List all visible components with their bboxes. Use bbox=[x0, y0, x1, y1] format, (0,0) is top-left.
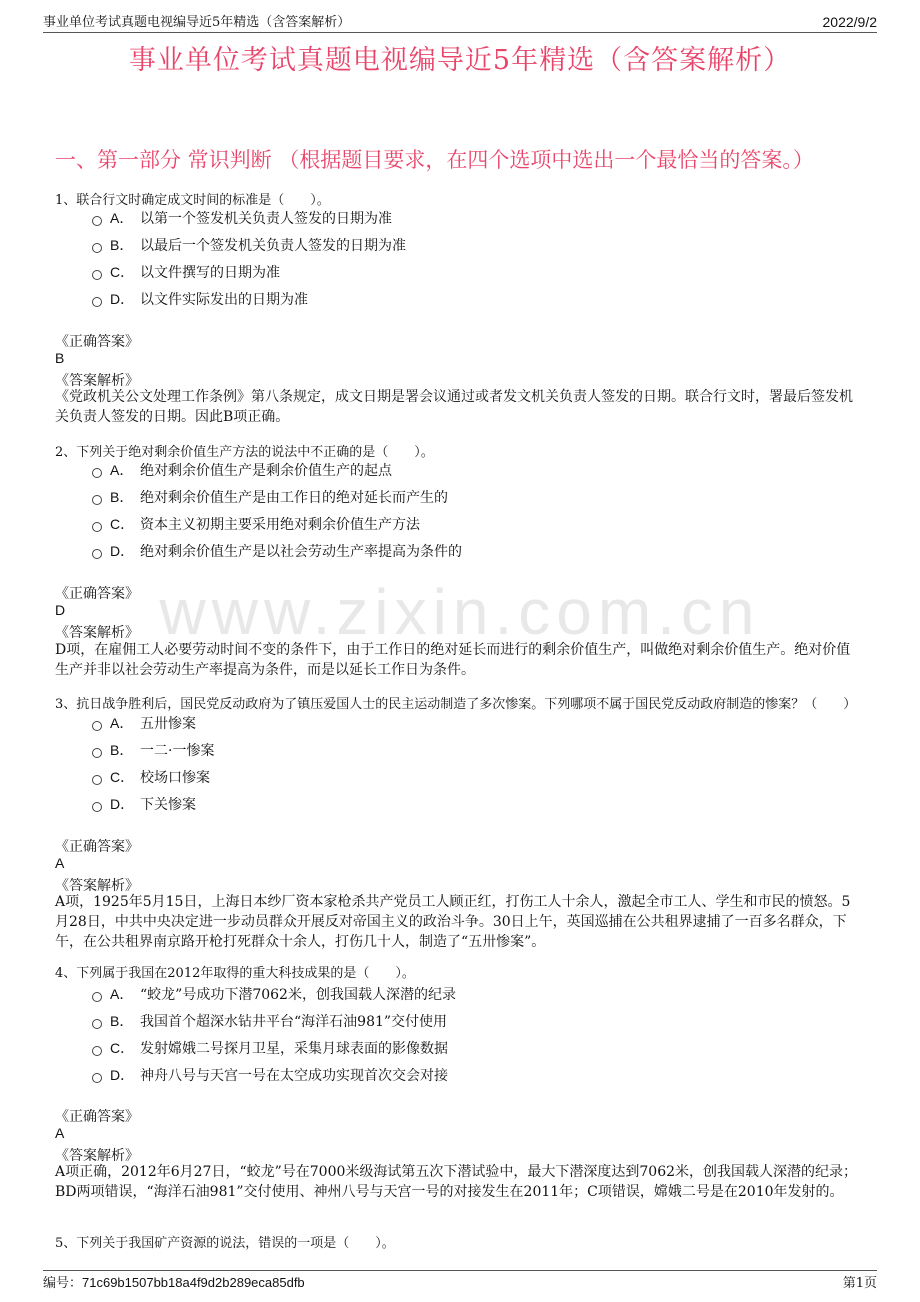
option-a[interactable]: A． 以第一个签发机关负责人签发的日期为准 bbox=[92, 208, 392, 228]
radio-icon[interactable] bbox=[92, 243, 102, 253]
radio-icon[interactable] bbox=[92, 721, 102, 731]
document-code: 编号：71c69b1507bb18a4f9d2b289eca85dfb bbox=[43, 1275, 305, 1290]
answer-label: 《正确答案》 bbox=[55, 1109, 139, 1125]
radio-icon[interactable] bbox=[92, 495, 102, 505]
question-stem: 4、下列属于我国在2012年取得的重大科技成果的是（ ）。 bbox=[55, 966, 415, 981]
explanation: 《党政机关公文处理工作条例》第八条规定，成文日期是署会议通过或者发文机关负责人签发的日期。联合行文时，署最后签发机关负责人签发的日期。因此B项正确。 bbox=[55, 389, 853, 425]
question-stem: 2、下列关于绝对剩余价值生产方法的说法中不正确的是（ ）。 bbox=[55, 445, 434, 460]
watermark: www.zixin.com.cn bbox=[159, 576, 761, 648]
radio-icon[interactable] bbox=[92, 216, 102, 226]
section-title: 一、第一部分 常识判断 （根据题目要求，在四个选项中选出一个最恰当的答案。） bbox=[55, 148, 814, 172]
question-stem: 5、下列关于我国矿产资源的说法，错误的一项是（ ）。 bbox=[55, 1236, 395, 1251]
radio-icon[interactable] bbox=[92, 1019, 102, 1029]
option-a[interactable]: A． 五卅惨案 bbox=[92, 713, 196, 733]
option-b[interactable]: B． 我国首个超深水钻井平台“海洋石油981”交付使用 bbox=[92, 1011, 447, 1031]
correct-answer: A bbox=[55, 855, 65, 871]
header-title: 事业单位考试真题电视编导近5年精选（含答案解析） bbox=[43, 15, 351, 30]
explanation-label: 《答案解析》 bbox=[55, 878, 139, 894]
explanation: D项，在雇佣工人必要劳动时间不变的条件下，由于工作日的绝对延长而进行的剩余价值生产，叫做绝对剩余价值生产。绝对价值生产并非以社会劳动生产率提高为条件，而是以延长工作日为条件。 bbox=[55, 642, 851, 678]
radio-icon[interactable] bbox=[92, 1073, 102, 1083]
explanation-label: 《答案解析》 bbox=[55, 625, 139, 641]
answer-label: 《正确答案》 bbox=[55, 839, 139, 855]
option-b[interactable]: B． 绝对剩余价值生产是由工作日的绝对延长而产生的 bbox=[92, 487, 448, 507]
correct-answer: B bbox=[55, 350, 65, 366]
radio-icon[interactable] bbox=[92, 297, 102, 307]
correct-answer: D bbox=[55, 602, 66, 618]
option-c[interactable]: C． 资本主义初期主要采用绝对剩余价值生产方法 bbox=[92, 514, 420, 534]
page-footer bbox=[43, 1270, 877, 1291]
header-rule bbox=[43, 32, 877, 33]
answer-label: 《正确答案》 bbox=[55, 334, 139, 350]
radio-icon[interactable] bbox=[92, 748, 102, 758]
option-d[interactable]: D． 神舟八号与天宫一号在太空成功实现首次交会对接 bbox=[92, 1065, 448, 1085]
radio-icon[interactable] bbox=[92, 270, 102, 280]
radio-icon[interactable] bbox=[92, 549, 102, 559]
question-stem: 1、联合行文时确定成文时间的标准是（ ）。 bbox=[55, 193, 330, 208]
option-c[interactable]: C． 以文件撰写的日期为准 bbox=[92, 262, 280, 282]
option-b[interactable]: B． 一二·一惨案 bbox=[92, 740, 214, 760]
option-a[interactable]: A． “蛟龙”号成功下潜7062米，创我国载人深潜的纪录 bbox=[92, 984, 456, 1004]
correct-answer: A bbox=[55, 1125, 65, 1141]
explanation: A项，1925年5月15日，上海日本纱厂资本家枪杀共产党员工人顾正红，打伤工人十余人，激起全市工人、学生和市民的愤怒。5月28日，中共中央决定进一步动员群众开展反对帝国主义的政治斗争。30日上午，英国巡捕在公共租界逮捕了一百多名群众，下午，在公共租界南京路开枪打死群众十余人，打伤几十人，制造了“五卅惨案”。 bbox=[55, 894, 851, 950]
radio-icon[interactable] bbox=[92, 468, 102, 478]
option-c[interactable]: C． 发射嫦娥二号探月卫星，采集月球表面的影像数据 bbox=[92, 1038, 448, 1058]
question-stem: 3、抗日战争胜利后，国民党反动政府为了镇压爱国人士的民主运动制造了多次惨案。下列哪项不属于国民党反动政府制造的惨案？（ ） bbox=[55, 697, 857, 712]
radio-icon[interactable] bbox=[92, 522, 102, 532]
radio-icon[interactable] bbox=[92, 775, 102, 785]
option-d[interactable]: D． 下关惨案 bbox=[92, 794, 196, 814]
option-b[interactable]: B． 以最后一个签发机关负责人签发的日期为准 bbox=[92, 235, 406, 255]
page-header bbox=[43, 10, 877, 30]
radio-icon[interactable] bbox=[92, 1046, 102, 1056]
option-d[interactable]: D． 以文件实际发出的日期为准 bbox=[92, 289, 308, 309]
radio-icon[interactable] bbox=[92, 992, 102, 1002]
option-d[interactable]: D． 绝对剩余价值生产是以社会劳动生产率提高为条件的 bbox=[92, 541, 462, 561]
radio-icon[interactable] bbox=[92, 802, 102, 812]
option-c[interactable]: C． 校场口惨案 bbox=[92, 767, 210, 787]
answer-label: 《正确答案》 bbox=[55, 586, 139, 602]
explanation-label: 《答案解析》 bbox=[55, 1148, 139, 1164]
page-number: 第1页 bbox=[842, 1276, 877, 1291]
document-title: 事业单位考试真题电视编导近5年精选（含答案解析） bbox=[128, 45, 792, 76]
explanation: A项正确，2012年6月27日，“蛟龙”号在7000米级海试第五次下潜试验中，最大下潜深度达到7062米，创我国载人深潜的纪录；BD两项错误，“海洋石油981”交付使用、神州八号与天宫一号的对接发生在2011年；C项错误，嫦娥二号是在2010年发射的。 bbox=[55, 1164, 858, 1200]
explanation-label: 《答案解析》 bbox=[55, 373, 139, 389]
option-a[interactable]: A． 绝对剩余价值生产是剩余价值生产的起点 bbox=[92, 460, 392, 480]
header-date: 2022/9/2 bbox=[822, 14, 877, 30]
